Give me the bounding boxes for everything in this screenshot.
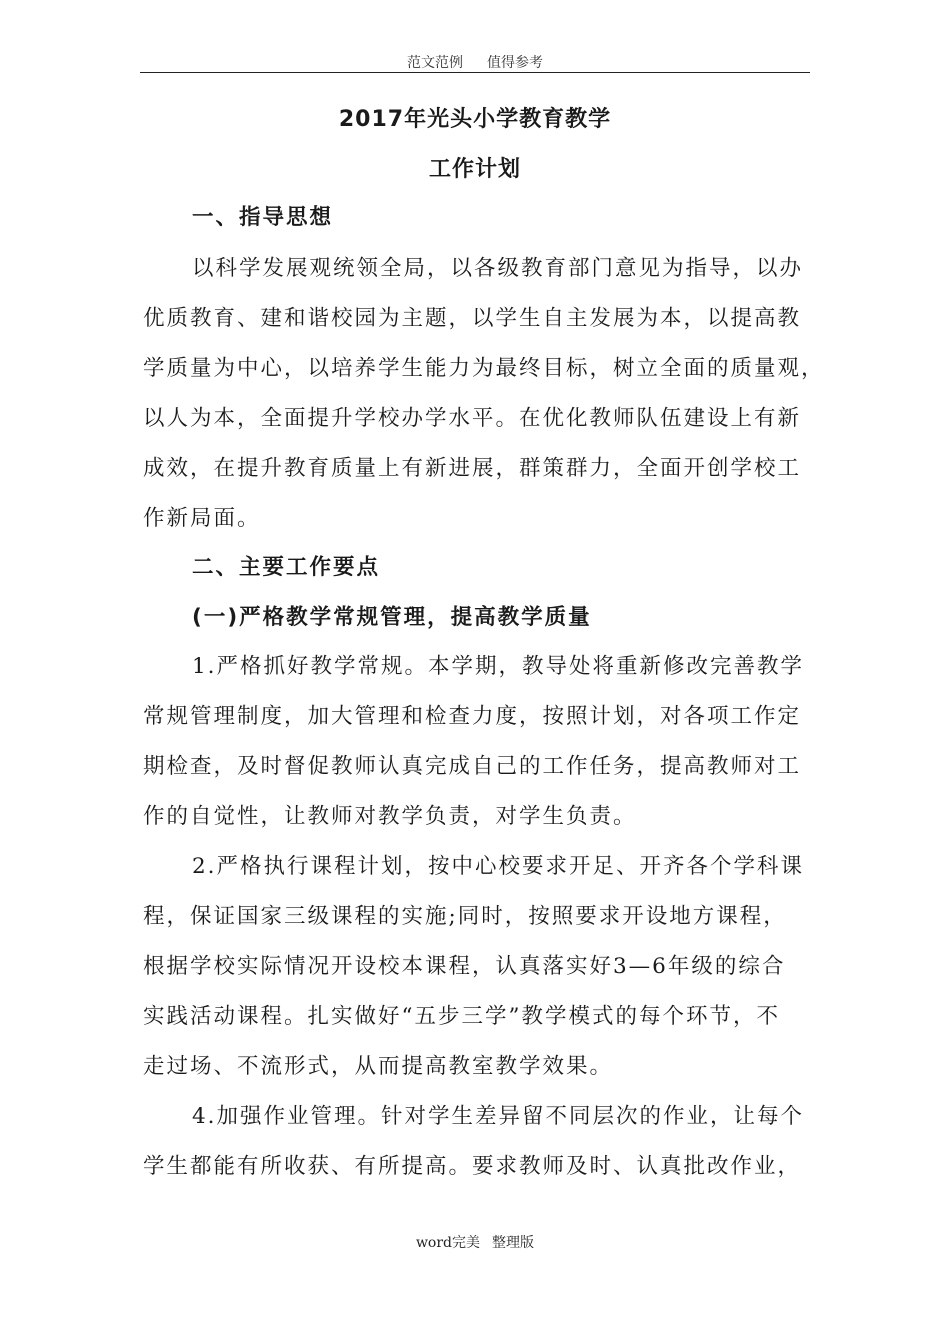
footer-left-text: word完美	[415, 1235, 481, 1251]
document-title-line2: 工作计划	[428, 157, 521, 182]
paragraph-line: 程，保证国家三级课程的实施;同时，按照要求开设地方课程，	[143, 904, 787, 929]
paragraph-line: 实践活动课程。扎实做好“五步三学”教学模式的每个环节，不	[143, 1004, 780, 1029]
paragraph-line: 2.严格执行课程计划，按中心校要求开足、开齐各个学科课	[192, 854, 805, 879]
page-header	[140, 54, 810, 73]
paragraph-line: 走过场、不流形式，从而提高教室教学效果。	[143, 1054, 614, 1079]
paragraph-line: 优质教育、建和谐校园为主题，以学生自主发展为本，以提高教	[143, 306, 802, 331]
paragraph-line: 常规管理制度，加大管理和检查力度，按照计划，对各项工作定	[143, 704, 802, 729]
header-right-text: 值得参考	[487, 55, 543, 71]
section1-heading: 一、指导思想	[192, 205, 334, 230]
paragraph-line: 根据学校实际情况开设校本课程，认真落实好3—6年级的综合	[143, 954, 786, 979]
header-left-text: 范文范例	[407, 55, 463, 71]
paragraph-line: 学生都能有所收获、有所提高。要求教师及时、认真批改作业，	[143, 1154, 802, 1179]
item4-paragraph	[143, 1092, 815, 1192]
header-rule	[140, 72, 810, 73]
section2-heading: 二、主要工作要点	[192, 555, 381, 580]
footer-right-text: 整理版	[492, 1235, 535, 1251]
paragraph-line: 4.加强作业管理。针对学生差异留不同层次的作业，让每个	[192, 1104, 805, 1129]
item2-paragraph	[143, 842, 815, 1092]
paragraph-line: 学质量为中心，以培养学生能力为最终目标，树立全面的质量观，	[143, 356, 825, 381]
paragraph-line: 1.严格抓好教学常规。本学期，教导处将重新修改完善教学	[192, 654, 805, 679]
section1-paragraph	[143, 244, 825, 544]
document-title-line1: 2017年光头小学教育教学	[338, 107, 612, 132]
item1-paragraph	[143, 642, 815, 842]
paragraph-line: 作新局面。	[143, 506, 261, 531]
paragraph-line: 以人为本，全面提升学校办学水平。在优化教师队伍建设上有新	[143, 406, 802, 431]
paragraph-line: 成效，在提升教育质量上有新进展，群策群力，全面开创学校工	[143, 456, 802, 481]
section2-subheading: (一)严格教学常规管理，提高教学质量	[192, 605, 592, 630]
paragraph-line: 作的自觉性，让教师对教学负责，对学生负责。	[143, 804, 637, 829]
page-footer	[0, 1232, 950, 1252]
paragraph-line: 期检查，及时督促教师认真完成自己的工作任务，提高教师对工	[143, 754, 802, 779]
paragraph-line: 以科学发展观统领全局，以各级教育部门意见为指导，以办	[192, 256, 804, 281]
